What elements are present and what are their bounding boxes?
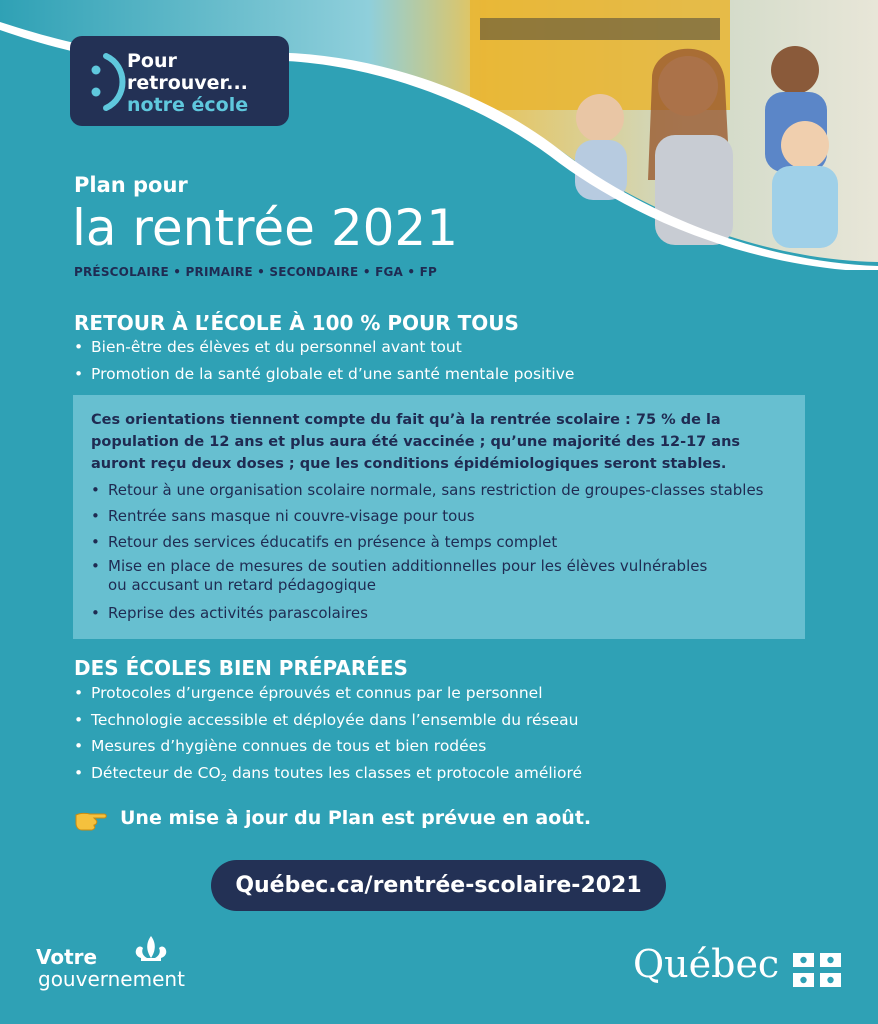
- update-notice: [74, 805, 591, 831]
- list-item: • Retour des services éducatifs en présence à temps complet: [91, 533, 558, 551]
- conditions-list: [91, 479, 764, 628]
- conditions-box: [73, 395, 805, 639]
- list-item: • Protocoles d’urgence éprouvés et connus par le personnel: [74, 684, 543, 702]
- campaign-logo-badge: [70, 36, 289, 126]
- list-item: • Mesures d’hygiène connues de tous et bien rodées: [74, 737, 487, 755]
- badge-line-3: notre école: [127, 94, 249, 116]
- gov-line-2: gouvernement: [38, 967, 185, 991]
- list-item: • Retour à une organisation scolaire normale, sans restriction de groupes-classes stables: [91, 481, 764, 499]
- badge-line-2: retrouver...: [127, 72, 248, 94]
- update-text: Une mise à jour du Plan est prévue en août.: [120, 807, 592, 829]
- retour-list: [74, 336, 574, 389]
- url-link[interactable]: Québec.ca/rentrée-scolaire-2021: [211, 860, 666, 911]
- section-heading-retour: RETOUR À L’ÉCOLE À 100 % POUR TOUS: [74, 311, 519, 335]
- list-item: • Détecteur de $CO_2$ dans toutes les classes et protocole amélioré: [74, 763, 583, 784]
- list-item: • Reprise des activités parascolaires: [91, 604, 368, 622]
- quebec-wordmark: Québec: [633, 942, 780, 986]
- gov-line-1: Votre: [36, 945, 98, 969]
- quebec-flag-icon: [793, 953, 841, 987]
- school-levels: PRÉSCOLAIRE • PRIMAIRE • SECONDAIRE • FGA • FP: [74, 265, 438, 279]
- list-item: • Promotion de la santé globale et d’une santé mentale positive: [74, 364, 575, 383]
- ecoles-list: [74, 682, 582, 788]
- fleur-de-lys-icon: [131, 934, 171, 966]
- list-item: • Mise en place de mesures de soutien additionnelles pour les élèves vulnérables ou accusant un retard pédagogique: [91, 557, 708, 594]
- pointing-hand-icon: [74, 805, 108, 831]
- list-item: • Bien-être des élèves et du personnel avant tout: [74, 338, 462, 356]
- list-item: • Technologie accessible et déployée dans l’ensemble du réseau: [74, 710, 579, 729]
- conditions-text: Ces orientations tiennent compte du fait qu’à la rentrée scolaire : 75 % de la population de 12 ans et plus aura été vaccinée ; qu’une majorité des 12-17 ans auront reçu deux doses ; que les conditions épidémiologiques seront stables.: [91, 412, 741, 472]
- page-title: la rentrée 2021: [72, 199, 459, 257]
- smiley-face-icon: [84, 50, 130, 114]
- list-item: • Rentrée sans masque ni couvre-visage pour tous: [91, 507, 475, 525]
- plan-pour-label: Plan pour: [74, 173, 188, 197]
- badge-line-1: Pour: [127, 50, 177, 72]
- section-heading-ecoles: DES ÉCOLES BIEN PRÉPARÉES: [74, 656, 408, 680]
